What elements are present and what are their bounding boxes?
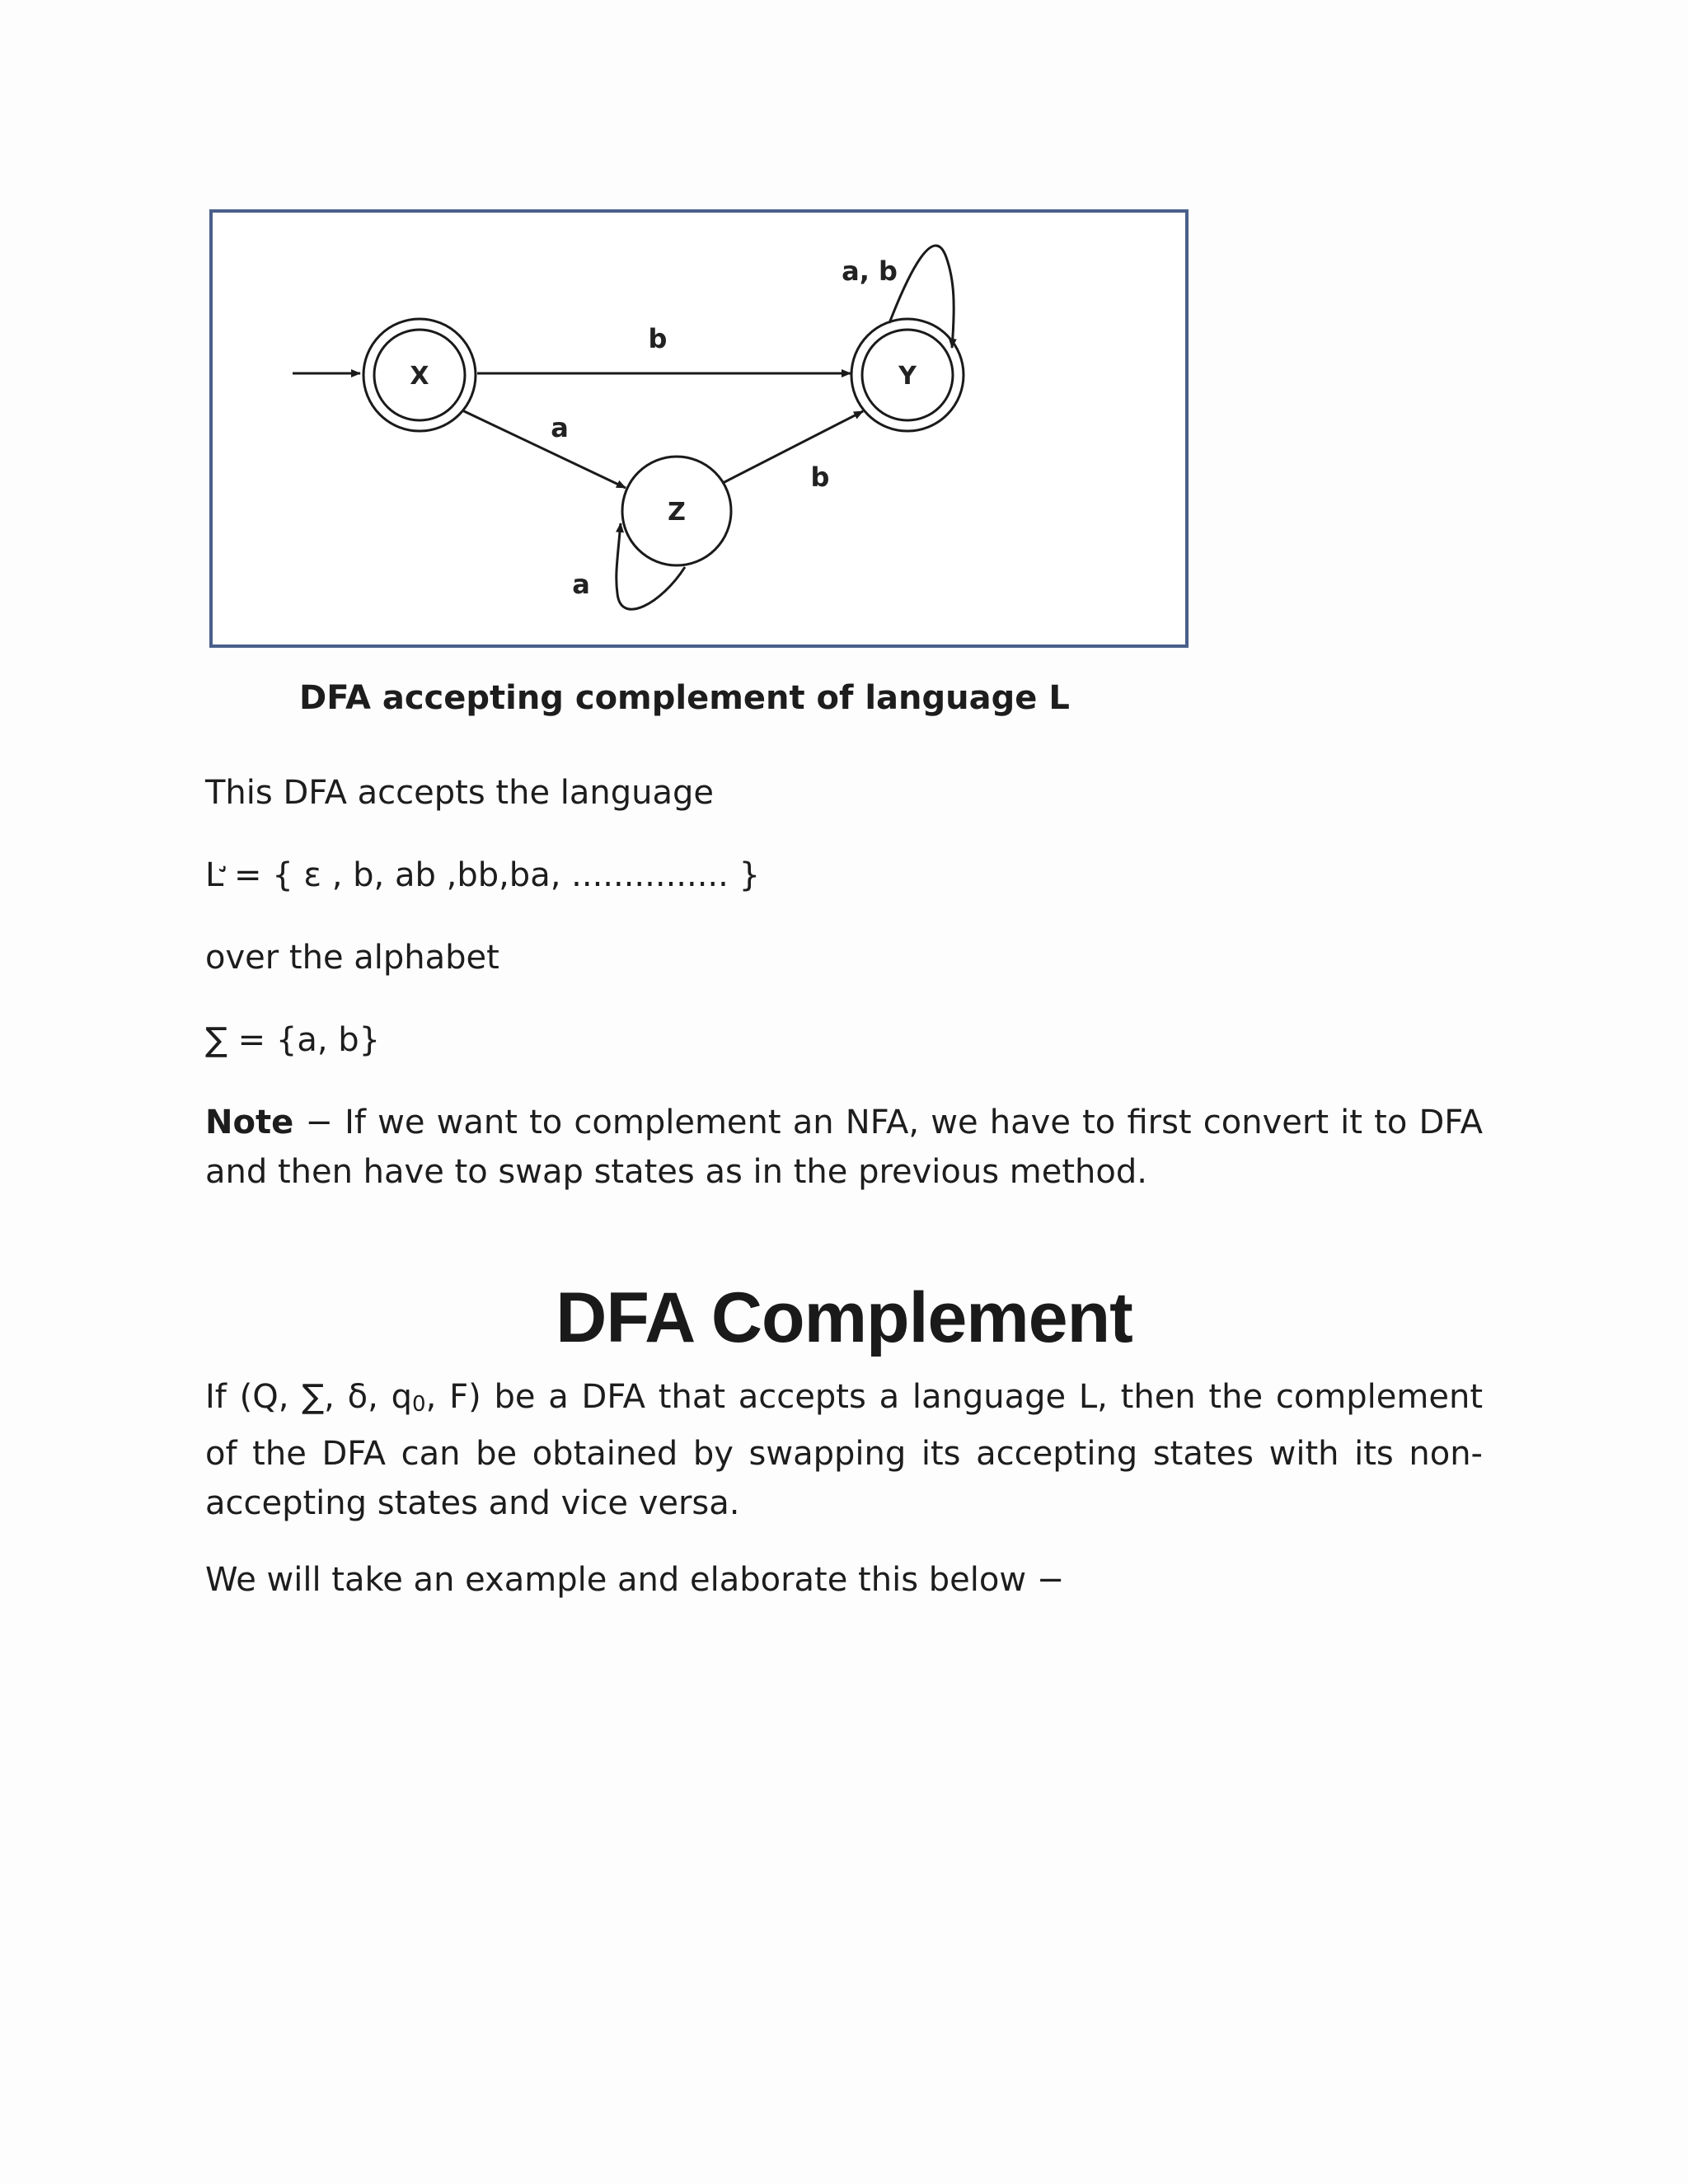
diagram-frame [211, 211, 1187, 646]
edge-y-loop-label: a, b [842, 255, 898, 287]
dfa-diagram-svg [200, 198, 1207, 659]
edge-x-y-label: b [648, 323, 668, 354]
note-text: − If we want to complement an NFA, we have to first convert it to DFA and then have to swap states as in the previous method. [205, 1104, 1483, 1191]
state-z-label: Z [668, 498, 686, 527]
figure-caption: DFA accepting complement of language L [299, 679, 1070, 717]
language-set: L̛ = { ε , b, ab ,bb,ba, ............... } [205, 856, 761, 894]
note-label: Note [205, 1104, 294, 1141]
note-paragraph [205, 1098, 1483, 1197]
edge-z-y-label: b [810, 462, 830, 493]
alphabet-set: ∑ = {a, b} [205, 1021, 381, 1059]
example-intro: We will take an example and elaborate this below − [205, 1561, 1065, 1599]
complement-definition [205, 1372, 1483, 1528]
definition-part-b: , F) be a DFA that accepts a language L, then the complement of the DFA can be obtained by swapping its accepting states with its non-accepting states and vice versa. [205, 1378, 1483, 1522]
definition-subscript: 0 [412, 1392, 426, 1417]
edge-x-z-label: a [551, 412, 569, 443]
section-heading: DFA Complement [556, 1278, 1132, 1357]
over-alphabet-text: over the alphabet [205, 939, 499, 977]
definition-part-a: If (Q, ∑, δ, q [205, 1378, 413, 1416]
dfa-diagram [200, 198, 1207, 659]
intro-text: This DFA accepts the language [205, 774, 714, 812]
state-x-label: X [410, 362, 429, 391]
edge-z-loop-label: a [572, 569, 590, 600]
state-y-label: Y [898, 362, 917, 391]
